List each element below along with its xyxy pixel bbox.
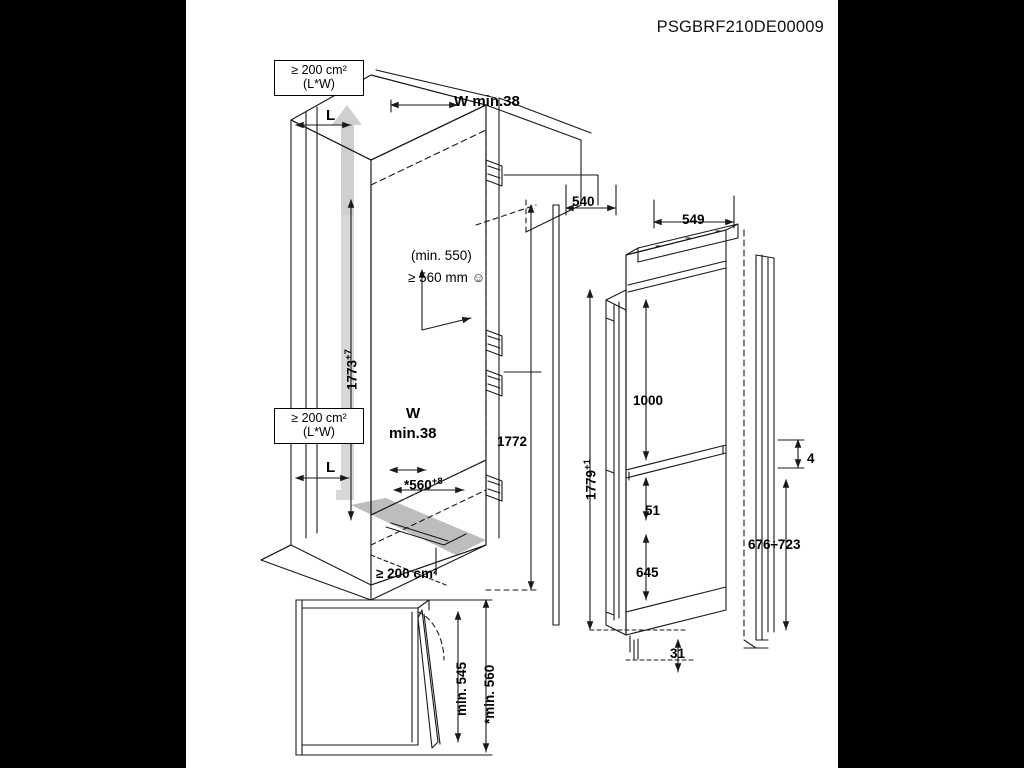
niche-height-label — [344, 349, 360, 390]
w-min-38-mid-line2: min.38 — [389, 425, 437, 442]
w-min-38-top-label: W min.38 — [454, 93, 520, 110]
depth-549-label: 549 — [682, 212, 705, 227]
vent-mid-line2: (L*W) — [303, 425, 335, 440]
vent-mid-label — [274, 408, 364, 444]
freezer-645-label: 645 — [636, 565, 659, 580]
technical-drawing-svg — [186, 0, 838, 768]
appliance-height-tolerance: +1 — [582, 459, 593, 470]
vent-bottom-label: ≥ 200 cm² — [376, 566, 438, 581]
door-min-560-label: *min. 560 — [482, 664, 497, 724]
l-mid-label: L — [326, 459, 336, 476]
fridge-1000-label: 1000 — [633, 393, 664, 408]
gap-51-label: 51 — [645, 503, 661, 518]
drawing-sheet — [186, 0, 838, 768]
niche-height-value: 1773 — [344, 359, 360, 390]
vent-top-line1: ≥ 200 cm² — [291, 63, 347, 77]
height-1772-label: 1772 — [497, 434, 528, 449]
niche-width-label — [404, 477, 443, 493]
appliance-height-value: 1779 — [583, 469, 599, 500]
depth-note-line2: ≥ 560 mm ☺ — [408, 270, 486, 285]
niche-height-tolerance: +7 — [343, 349, 354, 360]
door-range-label: 676÷723 — [748, 537, 801, 552]
gap-4-label: 4 — [807, 451, 815, 466]
niche-width-value: *560 — [404, 477, 432, 493]
vent-top-line2: (L*W) — [303, 77, 335, 92]
l-top-label: L — [326, 107, 336, 124]
document-code: PSGBRF210DE00009 — [656, 18, 824, 36]
door-min-545-label: min. 545 — [454, 661, 469, 716]
appliance-height-label — [583, 459, 599, 500]
depth-note-line1: (min. 550) — [411, 248, 472, 263]
depth-540-label: 540 — [572, 194, 595, 209]
plinth-31-label: 31 — [670, 646, 686, 661]
vent-top-label — [274, 60, 364, 96]
niche-width-tolerance: +8 — [431, 476, 443, 487]
w-min-38-mid-line1: W — [406, 405, 421, 422]
vent-mid-line1: ≥ 200 cm² — [291, 411, 347, 425]
